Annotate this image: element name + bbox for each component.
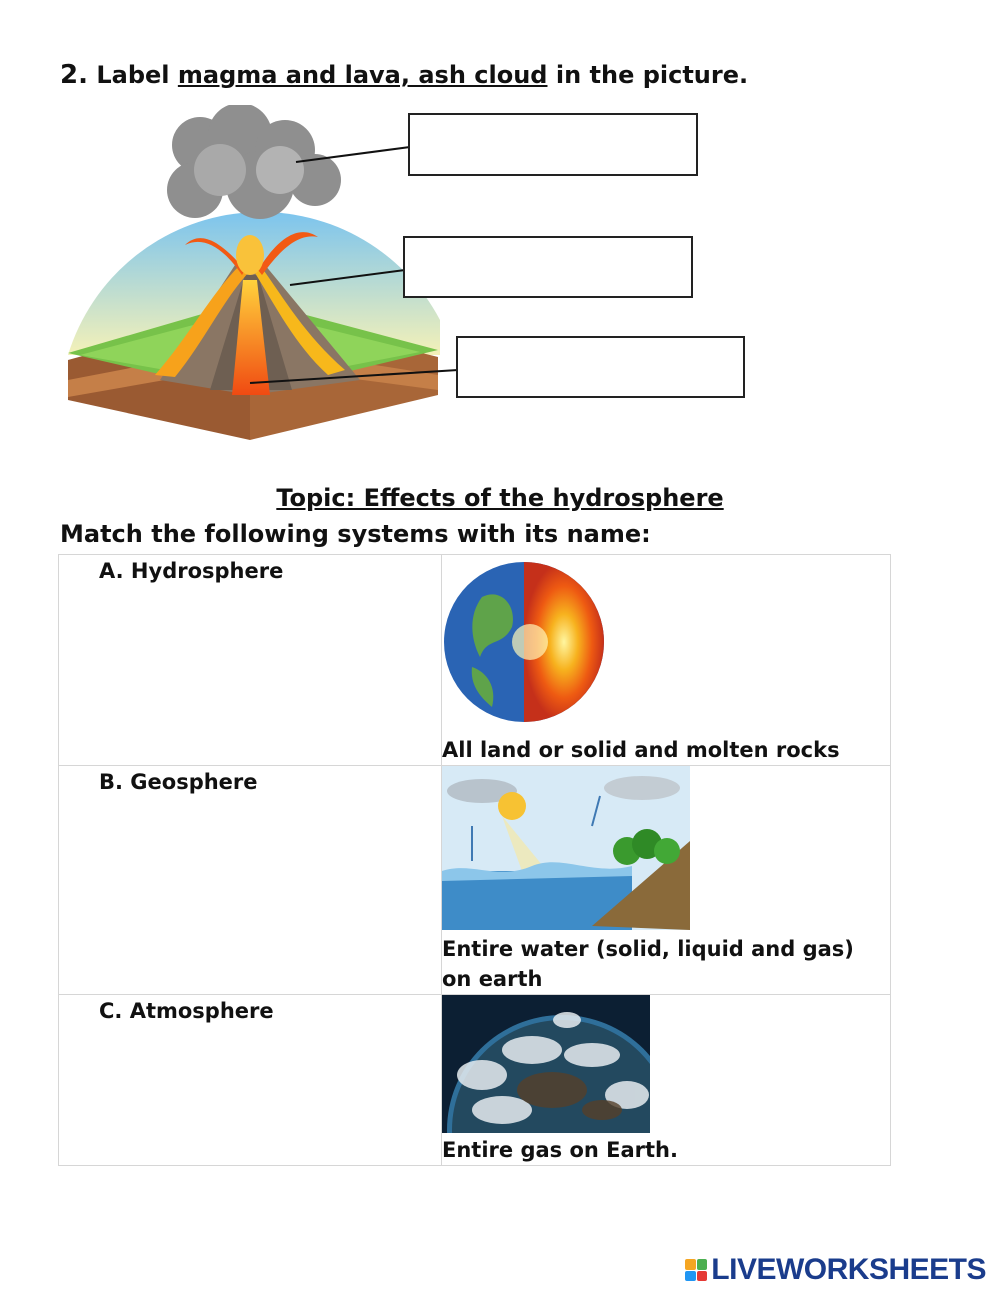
matching-table	[58, 554, 891, 1166]
table-row	[59, 766, 891, 995]
question-lead: Label	[96, 61, 170, 89]
question-2-heading	[60, 60, 748, 90]
logo-square	[697, 1271, 708, 1282]
question-underlined-terms: magma and lava, ash cloud	[177, 61, 548, 89]
ash-cloud	[167, 105, 341, 219]
water-cycle-image	[442, 766, 690, 930]
description-cell[interactable]	[442, 555, 891, 766]
logo-text: LIVEWORKSHEETS	[711, 1253, 986, 1286]
description-cell[interactable]	[442, 766, 891, 995]
description-text: All land or solid and molten rocks	[442, 738, 840, 762]
magma-label-box[interactable]	[456, 336, 745, 398]
topic-heading: Topic: Effects of the hydrosphere	[276, 484, 724, 512]
logo-square	[685, 1271, 696, 1282]
ash-cloud-label-box[interactable]	[408, 113, 698, 176]
liveworksheets-logo	[685, 1253, 986, 1287]
term-hydrosphere: A. Hydrosphere	[99, 559, 284, 583]
term-atmosphere: C. Atmosphere	[99, 999, 274, 1023]
table-row	[59, 555, 891, 766]
description-cell[interactable]	[442, 995, 891, 1166]
table-row	[59, 995, 891, 1166]
earth-atmosphere-image	[442, 995, 650, 1133]
question-tail: in the picture.	[555, 61, 749, 89]
term-cell[interactable]	[59, 766, 442, 995]
term-cell[interactable]	[59, 555, 442, 766]
lava-label-box[interactable]	[403, 236, 693, 298]
logo-mark-icon	[685, 1259, 707, 1281]
match-instruction: Match the following systems with its name:	[60, 520, 651, 548]
description-text: Entire gas on Earth.	[442, 1138, 678, 1162]
earth-layers-image	[442, 557, 612, 727]
term-cell[interactable]	[59, 995, 442, 1166]
question-number: 2.	[60, 60, 88, 90]
logo-square	[697, 1259, 708, 1270]
term-geosphere: B. Geosphere	[99, 770, 258, 794]
logo-square	[685, 1259, 696, 1270]
description-text: Entire water (solid, liquid and gas) on earth	[442, 937, 854, 991]
